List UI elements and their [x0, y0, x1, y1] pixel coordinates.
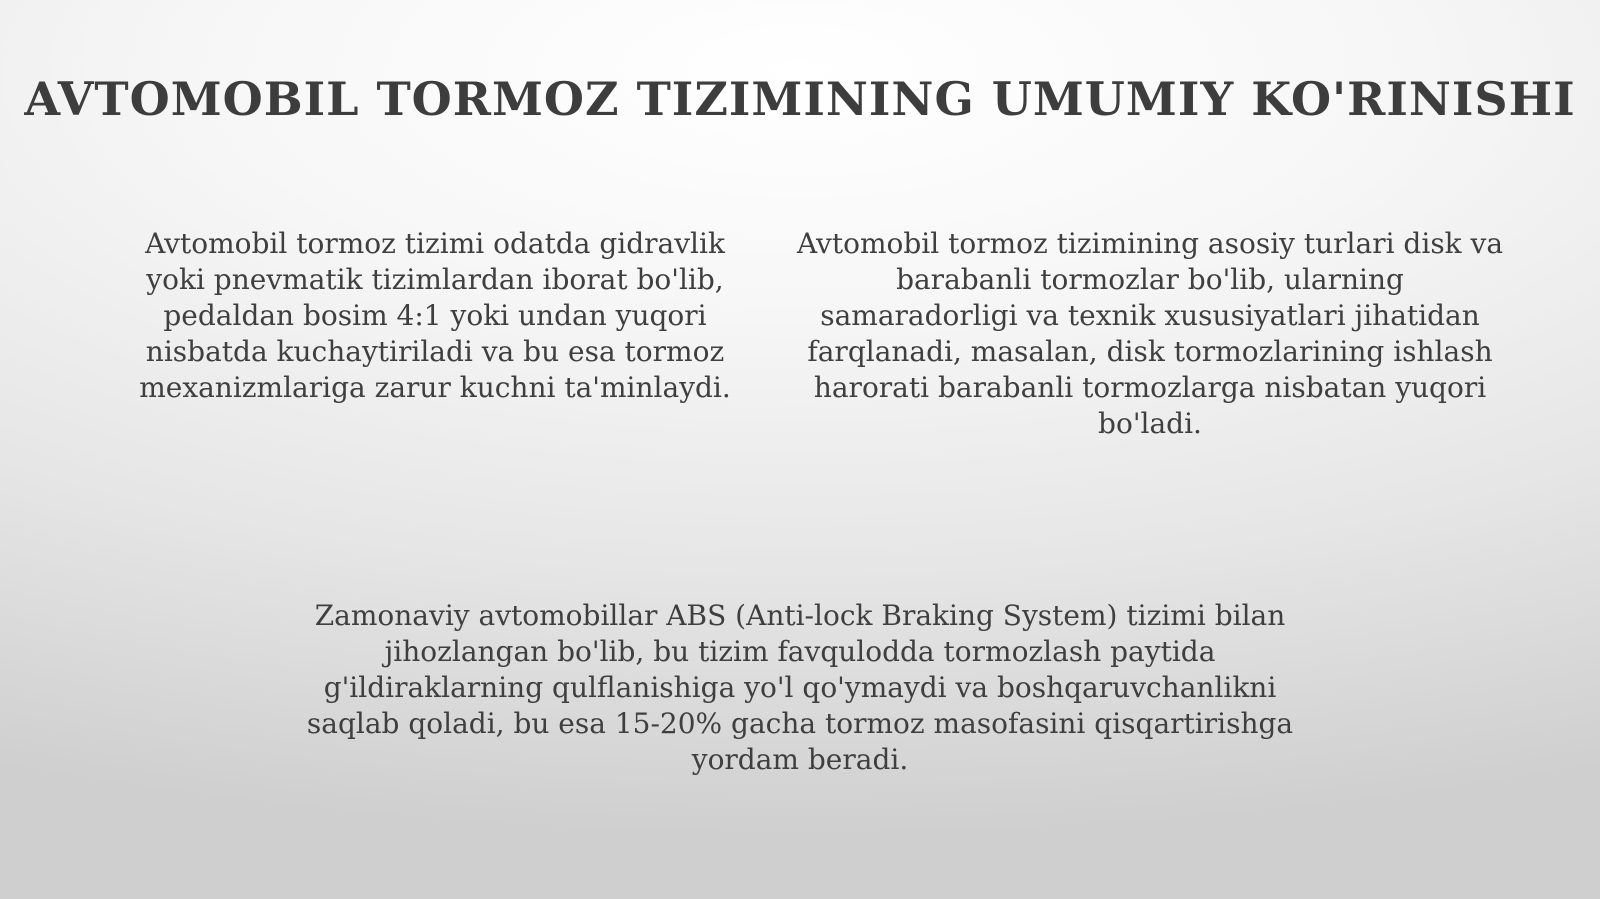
paragraph-hydraulic-system: Avtomobil tormoz tizimi odatda gidravlik yoki pnevmatik tizimlardan iborat bo'lib, pedaldan bosim 4:1 yoki undan yuqori nisbatda kuchaytiriladi va bu esa tormoz mexanizmlariga zarur kuchni ta'minlaydi.: [139, 227, 731, 404]
paragraph-abs-system: Zamonaviy avtomobillar ABS (Anti-lock Braking System) tizimi bilan jihozlangan bo'lib, bu tizim favqulodda tormozlash paytida g'ildiraklarning qulflanishiga yo'l qo'ymaydi va boshqaruvchanlikni saqlab qoladi, bu esa 15-20% gacha tormoz masofasini qisqartirishga yordam beradi.: [306, 599, 1294, 776]
paragraph-brake-types: Avtomobil tormoz tizimining asosiy turlari disk va barabanli tormozlar bo'lib, ularning samaradorligi va texnik xususiyatlari jihatidan farqlanadi, masalan, disk tormozlarining ishlash harorati barabanli tormozlarga nisbatan yuqori bo'ladi.: [796, 227, 1504, 440]
slide-title: AVTOMOBIL TORMOZ TIZIMINING UMUMIY KO'RINISHI: [24, 72, 1576, 126]
